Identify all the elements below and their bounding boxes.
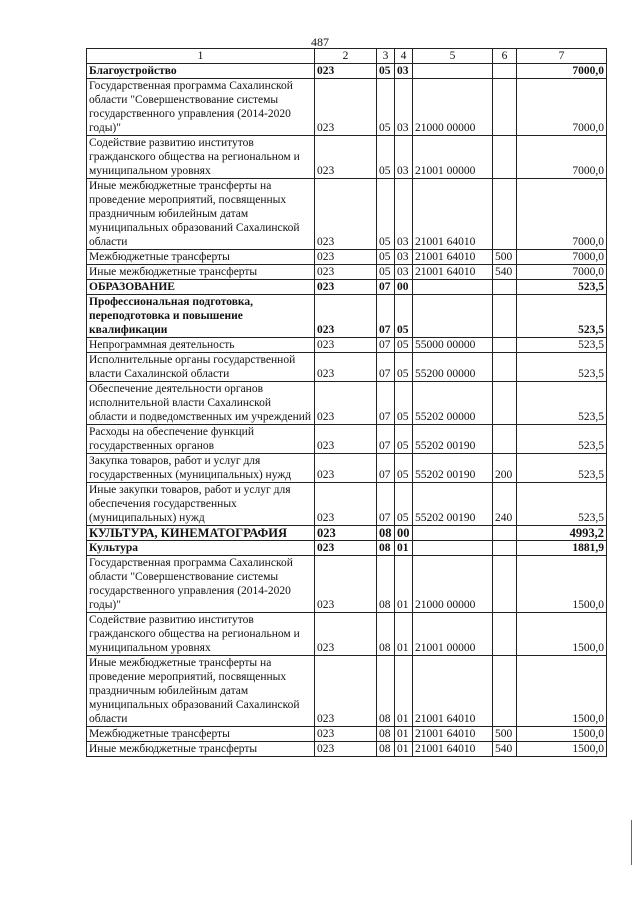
cell-name: Иные межбюджетные трансферты — [87, 265, 315, 280]
cell-c3: 05 — [377, 79, 395, 136]
cell-name: Обеспечение деятельности органов исполнительной власти Сахалинской области и подведомственных им учреждений — [87, 382, 315, 425]
cell-c3: 05 — [377, 64, 395, 79]
cell-c7: 7000,0 — [517, 179, 607, 250]
cell-c6 — [493, 526, 517, 541]
cell-c3: 05 — [377, 136, 395, 179]
cell-c2: 023 — [315, 136, 377, 179]
table-row — [87, 425, 607, 454]
cell-c4: 05 — [395, 295, 413, 338]
table-body — [87, 64, 607, 757]
cell-c3: 07 — [377, 295, 395, 338]
cell-c2: 023 — [315, 541, 377, 556]
cell-c6 — [493, 179, 517, 250]
table-row — [87, 382, 607, 425]
cell-c5: 21000 00000 — [413, 556, 493, 613]
cell-c2: 023 — [315, 338, 377, 353]
cell-c4: 05 — [395, 483, 413, 526]
table-row — [87, 483, 607, 526]
cell-c3: 05 — [377, 265, 395, 280]
table-row — [87, 338, 607, 353]
cell-c3: 08 — [377, 526, 395, 541]
table-row — [87, 136, 607, 179]
cell-c6 — [493, 353, 517, 382]
cell-c7: 1500,0 — [517, 613, 607, 656]
cell-c4: 05 — [395, 382, 413, 425]
cell-c6 — [493, 425, 517, 454]
page-number: 487 — [311, 35, 329, 49]
cell-c7: 1881,9 — [517, 541, 607, 556]
cell-name: Профессиональная подготовка, переподготовка и повышение квалификации — [87, 295, 315, 338]
cell-c4: 01 — [395, 742, 413, 757]
cell-c2: 023 — [315, 526, 377, 541]
cell-name: Содействие развитию институтов гражданского общества на региональном и муниципальном уровнях — [87, 613, 315, 656]
cell-c3: 07 — [377, 353, 395, 382]
cell-c3: 07 — [377, 382, 395, 425]
cell-c7: 1500,0 — [517, 556, 607, 613]
cell-c7: 523,5 — [517, 295, 607, 338]
cell-c7: 7000,0 — [517, 250, 607, 265]
cell-c5: 21001 00000 — [413, 613, 493, 656]
cell-c7: 523,5 — [517, 353, 607, 382]
cell-c6 — [493, 64, 517, 79]
cell-c5 — [413, 526, 493, 541]
scan-edge-mark — [631, 820, 632, 865]
cell-name: Содействие развитию институтов гражданского общества на региональном и муниципальном уровнях — [87, 136, 315, 179]
cell-c4: 01 — [395, 727, 413, 742]
cell-name: Закупка товаров, работ и услуг для государственных (муниципальных) нужд — [87, 454, 315, 483]
cell-c3: 08 — [377, 541, 395, 556]
cell-c5: 21001 64010 — [413, 250, 493, 265]
cell-c2: 023 — [315, 556, 377, 613]
cell-c6 — [493, 656, 517, 727]
cell-c2: 023 — [315, 265, 377, 280]
cell-c5: 55202 00000 — [413, 382, 493, 425]
cell-c7: 523,5 — [517, 338, 607, 353]
cell-c5 — [413, 295, 493, 338]
cell-c5: 21001 64010 — [413, 265, 493, 280]
cell-c4: 03 — [395, 250, 413, 265]
cell-c4: 00 — [395, 526, 413, 541]
table-row — [87, 64, 607, 79]
cell-name: Культура — [87, 541, 315, 556]
cell-c3: 07 — [377, 483, 395, 526]
cell-c2: 023 — [315, 382, 377, 425]
cell-c5: 55200 00000 — [413, 353, 493, 382]
cell-name: Исполнительные органы государственной власти Сахалинской области — [87, 353, 315, 382]
cell-c7: 7000,0 — [517, 64, 607, 79]
header-col-3: 3 — [377, 49, 395, 64]
table-row — [87, 179, 607, 250]
cell-name: Иные межбюджетные трансферты на проведение мероприятий, посвященных праздничным юбилейным датам муниципальных образований Сахалинской области — [87, 179, 315, 250]
table-row — [87, 556, 607, 613]
cell-c4: 05 — [395, 425, 413, 454]
cell-c7: 523,5 — [517, 454, 607, 483]
cell-c6 — [493, 556, 517, 613]
cell-c5: 55202 00190 — [413, 454, 493, 483]
cell-c4: 00 — [395, 280, 413, 295]
cell-c7: 1500,0 — [517, 656, 607, 727]
cell-c6: 500 — [493, 727, 517, 742]
cell-c2: 023 — [315, 425, 377, 454]
cell-c4: 03 — [395, 265, 413, 280]
header-col-1: 1 — [87, 49, 315, 64]
cell-c5: 21001 64010 — [413, 727, 493, 742]
cell-c2: 023 — [315, 613, 377, 656]
cell-c2: 023 — [315, 250, 377, 265]
cell-c2: 023 — [315, 353, 377, 382]
cell-c4: 03 — [395, 64, 413, 79]
cell-c6 — [493, 79, 517, 136]
cell-c3: 07 — [377, 454, 395, 483]
cell-c6: 540 — [493, 742, 517, 757]
cell-c2: 023 — [315, 64, 377, 79]
cell-c4: 05 — [395, 454, 413, 483]
cell-name: Непрограммная деятельность — [87, 338, 315, 353]
table-row — [87, 295, 607, 338]
header-col-4: 4 — [395, 49, 413, 64]
cell-name: Государственная программа Сахалинской области "Совершенствование системы государственного управления (2014-2020 годы)" — [87, 79, 315, 136]
cell-c2: 023 — [315, 742, 377, 757]
cell-c4: 05 — [395, 353, 413, 382]
cell-c3: 08 — [377, 656, 395, 727]
cell-name: Расходы на обеспечение функций государственных органов — [87, 425, 315, 454]
cell-c6 — [493, 541, 517, 556]
cell-c6 — [493, 338, 517, 353]
cell-c5: 55000 00000 — [413, 338, 493, 353]
table-row — [87, 541, 607, 556]
header-col-6: 6 — [493, 49, 517, 64]
cell-c4: 03 — [395, 136, 413, 179]
header-col-5: 5 — [413, 49, 493, 64]
cell-c6: 540 — [493, 265, 517, 280]
cell-c2: 023 — [315, 179, 377, 250]
cell-c7: 523,5 — [517, 483, 607, 526]
budget-table — [86, 48, 607, 757]
table-row — [87, 454, 607, 483]
cell-c6 — [493, 280, 517, 295]
cell-c7: 1500,0 — [517, 742, 607, 757]
cell-c5: 21001 64010 — [413, 742, 493, 757]
cell-c3: 08 — [377, 727, 395, 742]
cell-name: Иные межбюджетные трансферты на проведение мероприятий, посвященных праздничным юбилейным датам муниципальных образований Сахалинской области — [87, 656, 315, 727]
cell-name: ОБРАЗОВАНИЕ — [87, 280, 315, 295]
cell-c7: 4993,2 — [517, 526, 607, 541]
header-col-2: 2 — [315, 49, 377, 64]
table-row — [87, 613, 607, 656]
table-row — [87, 742, 607, 757]
cell-c4: 05 — [395, 338, 413, 353]
header-col-7: 7 — [517, 49, 607, 64]
cell-c5: 21001 64010 — [413, 179, 493, 250]
cell-c4: 01 — [395, 556, 413, 613]
cell-c2: 023 — [315, 280, 377, 295]
cell-c7: 7000,0 — [517, 79, 607, 136]
cell-c7: 7000,0 — [517, 136, 607, 179]
cell-c6 — [493, 136, 517, 179]
cell-c3: 08 — [377, 613, 395, 656]
cell-c6: 240 — [493, 483, 517, 526]
cell-c5 — [413, 280, 493, 295]
cell-name: Иные межбюджетные трансферты — [87, 742, 315, 757]
cell-c4: 01 — [395, 541, 413, 556]
cell-c3: 08 — [377, 742, 395, 757]
cell-c5 — [413, 541, 493, 556]
cell-c2: 023 — [315, 295, 377, 338]
cell-c3: 05 — [377, 179, 395, 250]
cell-c3: 07 — [377, 338, 395, 353]
table-row — [87, 526, 607, 541]
cell-c2: 023 — [315, 79, 377, 136]
cell-name: Благоустройство — [87, 64, 315, 79]
cell-c6 — [493, 295, 517, 338]
table-row — [87, 265, 607, 280]
header-row — [87, 49, 607, 64]
cell-c6: 500 — [493, 250, 517, 265]
cell-c6: 200 — [493, 454, 517, 483]
table-row — [87, 727, 607, 742]
cell-c4: 03 — [395, 179, 413, 250]
cell-c6 — [493, 613, 517, 656]
cell-c5: 55202 00190 — [413, 425, 493, 454]
cell-c5: 55202 00190 — [413, 483, 493, 526]
cell-c2: 023 — [315, 656, 377, 727]
table-row — [87, 280, 607, 295]
cell-c4: 03 — [395, 79, 413, 136]
cell-c4: 01 — [395, 613, 413, 656]
table-row — [87, 79, 607, 136]
cell-c6 — [493, 382, 517, 425]
cell-c7: 1500,0 — [517, 727, 607, 742]
cell-name: Иные закупки товаров, работ и услуг для обеспечения государственных (муниципальных) нужд — [87, 483, 315, 526]
cell-c7: 523,5 — [517, 382, 607, 425]
cell-c4: 01 — [395, 656, 413, 727]
cell-c5 — [413, 64, 493, 79]
cell-c7: 523,5 — [517, 425, 607, 454]
cell-c7: 7000,0 — [517, 265, 607, 280]
cell-name: Межбюджетные трансферты — [87, 727, 315, 742]
table-row — [87, 250, 607, 265]
cell-name: Государственная программа Сахалинской области "Совершенствование системы государственного управления (2014-2020 годы)" — [87, 556, 315, 613]
table-row — [87, 353, 607, 382]
cell-c2: 023 — [315, 483, 377, 526]
cell-c5: 21000 00000 — [413, 79, 493, 136]
cell-c5: 21001 00000 — [413, 136, 493, 179]
cell-c3: 05 — [377, 250, 395, 265]
cell-c3: 07 — [377, 280, 395, 295]
cell-c3: 08 — [377, 556, 395, 613]
cell-c7: 523,5 — [517, 280, 607, 295]
cell-c2: 023 — [315, 727, 377, 742]
cell-name: КУЛЬТУРА, КИНЕМАТОГРАФИЯ — [87, 526, 315, 541]
cell-c2: 023 — [315, 454, 377, 483]
cell-c5: 21001 64010 — [413, 656, 493, 727]
cell-name: Межбюджетные трансферты — [87, 250, 315, 265]
cell-c3: 07 — [377, 425, 395, 454]
table-row — [87, 656, 607, 727]
